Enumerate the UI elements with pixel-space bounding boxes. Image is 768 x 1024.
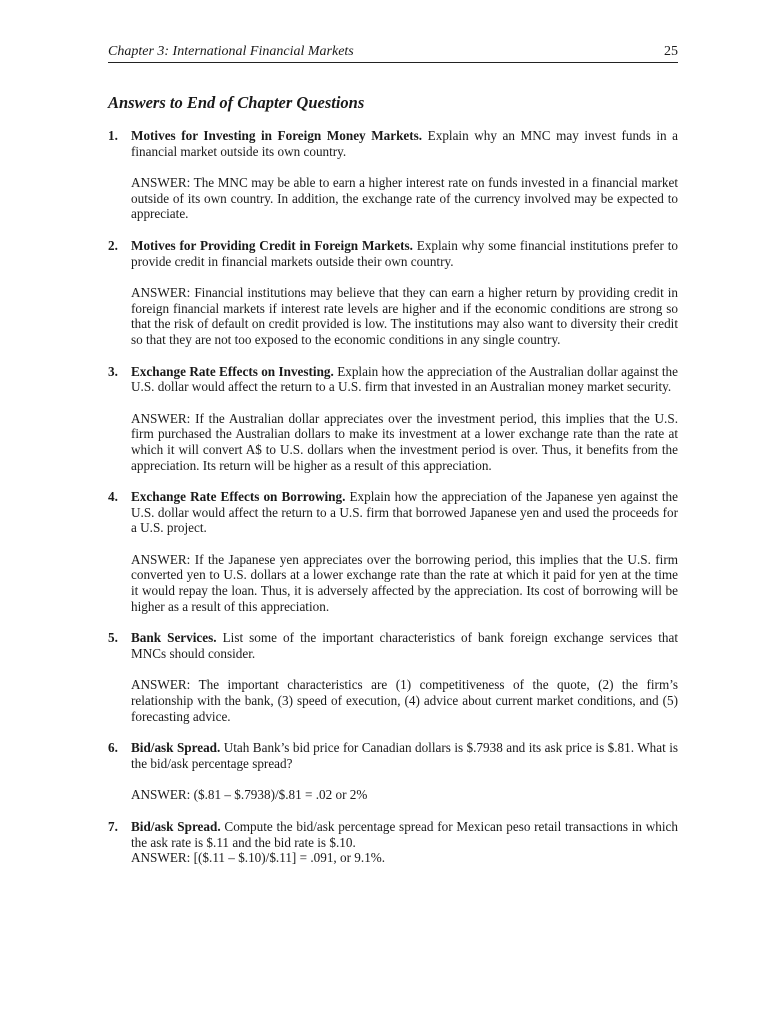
question-text (131, 819, 678, 850)
question-title: Bid/ask Spread. (131, 819, 221, 834)
question-number: 3. (108, 363, 118, 379)
question-number: 1. (108, 128, 118, 143)
question-number: 6. (108, 740, 118, 756)
question-item (108, 364, 678, 474)
question-title: Exchange Rate Effects on Investing. (131, 363, 334, 379)
question-item (108, 128, 678, 222)
question-title: Bank Services. (131, 630, 217, 646)
question-prompt: Explain how the appreciation of the Australian dollar against the U.S. dollar would affect the return to a U.S. firm that invested in an Australian money market security. (131, 363, 678, 395)
question-item (108, 238, 678, 348)
question-text (131, 364, 678, 395)
question-title: Motives for Investing in Foreign Money Markets. (131, 128, 423, 143)
answer-text: ANSWER: If the Japanese yen appreciates over the borrowing period, this implies that the U.S. firm converted yen to U.S. dollars at a lower exchange rate than the rate at which it paid for yen at the time it would repay the loan. Thus, it is adversely affected by the appreciation. Its cost of borrowing will be higher as a result of this appreciation. (131, 551, 678, 614)
question-text (131, 238, 678, 269)
section-title: Answers to End of Chapter Questions (108, 93, 365, 112)
chapter-title: Chapter 3: International Financial Markets (108, 44, 354, 59)
running-header (108, 44, 678, 63)
question-prompt: Utah Bank’s bid price for Canadian dollars is $.7938 and its ask price is $.81. What is the bid/ask percentage spread? (131, 740, 678, 771)
question-number: 5. (108, 630, 118, 646)
question-item (108, 630, 678, 724)
answer-text: ANSWER: Financial institutions may believe that they can earn a higher return by providing credit in foreign financial markets if interest rate levels are higher and if the economic conditions are strong so that the risk of default on credit provided is low. The institutions may also want to diversity their credit so that they are not too exposed to the economic conditions in any single country. (131, 285, 678, 347)
question-prompt: Explain why an MNC may invest funds in a financial market outside its own country. (131, 128, 678, 159)
question-number: 7. (108, 819, 118, 834)
question-prompt: List some of the important characteristics of bank foreign exchange services that MNCs should consider. (131, 630, 678, 661)
question-title: Bid/ask Spread. (131, 740, 221, 756)
question-text (131, 740, 678, 771)
question-item (108, 819, 678, 866)
answer-text: ANSWER: The important characteristics are (1) competitiveness of the quote, (2) the firm’s relationship with the bank, (3) speed of execution, (4) advice about current market conditions, and (5) forecasting advice. (131, 677, 678, 724)
question-prompt: Explain why some financial institutions prefer to provide credit in financial markets outside their own country. (131, 237, 678, 269)
question-list (108, 128, 678, 866)
answer-text: ANSWER: The MNC may be able to earn a higher interest rate on funds invested in a financial market outside of its own country. In addition, the exchange rate of the currency involved may be expected to appreciate. (131, 175, 678, 222)
question-title: Motives for Providing Credit in Foreign Markets. (131, 237, 413, 253)
question-prompt: Explain how the appreciation of the Japanese yen against the U.S. dollar would affect the return to a U.S. firm that borrowed Japanese yen and used the proceeds for a U.S. project. (131, 489, 678, 536)
question-prompt: Compute the bid/ask percentage spread for Mexican peso retail transactions in which the ask rate is $.11 and the bid rate is $.10. (131, 819, 678, 850)
question-text (131, 630, 678, 661)
question-item (108, 740, 678, 803)
answer-text: ANSWER: ($.81 – $.7938)/$.81 = .02 or 2% (131, 787, 368, 803)
answer-text: ANSWER: [($.11 – $.10)/$.11] = .091, or 9.1%. (131, 850, 386, 866)
question-number: 2. (108, 237, 118, 253)
page-number: 25 (664, 44, 678, 59)
question-text (131, 489, 678, 536)
question-item (108, 489, 678, 614)
question-number: 4. (108, 489, 118, 505)
question-title: Exchange Rate Effects on Borrowing. (131, 489, 346, 505)
answer-text: ANSWER: If the Australian dollar appreciates over the investment period, this implies that the U.S. firm purchased the Australian dollars to make its investment at a lower exchange rate than the rate at which it will convert A$ to U.S. dollars when the investment period is over. Thus, it benefits from the appreciation. Its return will be higher as a result of this appreciation. (131, 410, 678, 473)
question-text (131, 128, 678, 159)
